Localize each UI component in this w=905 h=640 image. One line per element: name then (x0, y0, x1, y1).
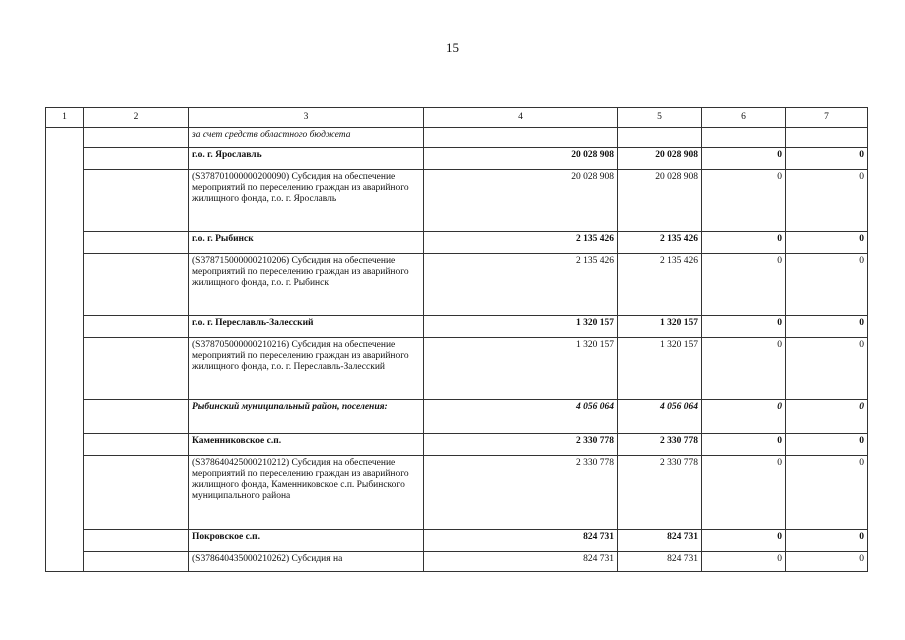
value-c5: 2 135 426 (618, 232, 702, 254)
value-c5: 2 330 778 (618, 434, 702, 456)
value-c7: 0 (786, 434, 868, 456)
column-number: 5 (618, 108, 702, 128)
table-row (46, 530, 868, 552)
code-cell (84, 316, 189, 338)
row-name: Покровское с.п. (189, 530, 424, 552)
value-c7: 0 (786, 254, 868, 316)
code-cell (84, 170, 189, 232)
value-c5: 20 028 908 (618, 170, 702, 232)
column-number: 6 (702, 108, 786, 128)
budget-table (45, 107, 868, 572)
value-c4: 1 320 157 (424, 316, 618, 338)
value-c6: 0 (702, 456, 786, 530)
code-cell (84, 456, 189, 530)
value-c7: 0 (786, 456, 868, 530)
value-c5: 2 330 778 (618, 456, 702, 530)
row-name: (S378640435000210262) Субсидия на (189, 552, 424, 572)
page-number: 15 (446, 40, 459, 55)
table-row (46, 456, 868, 530)
column-number: 4 (424, 108, 618, 128)
value-c7: 0 (786, 552, 868, 572)
column-number: 7 (786, 108, 868, 128)
value-c6: 0 (702, 400, 786, 434)
value-c4: 20 028 908 (424, 148, 618, 170)
value-c4: 824 731 (424, 552, 618, 572)
value-c4: 2 135 426 (424, 254, 618, 316)
value-c6: 0 (702, 232, 786, 254)
value-c7: 0 (786, 400, 868, 434)
table-row (46, 254, 868, 316)
value-c5: 1 320 157 (618, 316, 702, 338)
value-c6: 0 (702, 338, 786, 400)
row-name: (S378715000000210206) Субсидия на обеспечение мероприятий по переселению граждан из аварийного жилищного фонда, г.о. г. Рыбинск (189, 254, 424, 316)
value-c4 (424, 128, 618, 148)
row-number-cell (46, 128, 84, 572)
value-c5 (618, 128, 702, 148)
value-c4: 20 028 908 (424, 170, 618, 232)
table-row (46, 128, 868, 148)
value-c5: 20 028 908 (618, 148, 702, 170)
value-c6: 0 (702, 530, 786, 552)
code-cell (84, 254, 189, 316)
value-c6: 0 (702, 552, 786, 572)
row-name: Рыбинский муниципальный район, поселения: (189, 400, 424, 434)
value-c6: 0 (702, 434, 786, 456)
value-c6: 0 (702, 148, 786, 170)
row-name: г.о. г. Переславль-Залесский (189, 316, 424, 338)
value-c7: 0 (786, 170, 868, 232)
table-row (46, 170, 868, 232)
value-c5: 824 731 (618, 552, 702, 572)
value-c4: 1 320 157 (424, 338, 618, 400)
code-cell (84, 148, 189, 170)
value-c5: 824 731 (618, 530, 702, 552)
table-row (46, 316, 868, 338)
row-name: за счет средств областного бюджета (189, 128, 424, 148)
column-number: 1 (46, 108, 84, 128)
table-row (46, 434, 868, 456)
row-name: (S378705000000210216) Субсидия на обеспечение мероприятий по переселению граждан из аварийного жилищного фонда, г.о. г. Переславль-Залесский (189, 338, 424, 400)
value-c6: 0 (702, 170, 786, 232)
value-c7: 0 (786, 316, 868, 338)
table-row (46, 400, 868, 434)
row-name: Каменниковское с.п. (189, 434, 424, 456)
value-c7: 0 (786, 148, 868, 170)
value-c6: 0 (702, 254, 786, 316)
value-c4: 4 056 064 (424, 400, 618, 434)
value-c4: 2 330 778 (424, 434, 618, 456)
value-c4: 824 731 (424, 530, 618, 552)
value-c7: 0 (786, 232, 868, 254)
value-c7: 0 (786, 530, 868, 552)
row-name: г.о. г. Ярославль (189, 148, 424, 170)
code-cell (84, 338, 189, 400)
code-cell (84, 128, 189, 148)
code-cell (84, 434, 189, 456)
code-cell (84, 232, 189, 254)
row-name: (S378640425000210212) Субсидия на обеспечение мероприятий по переселению граждан из аварийного жилищного фонда, Каменниковское с.п. Рыбинского муниципального района (189, 456, 424, 530)
code-cell (84, 530, 189, 552)
value-c5: 2 135 426 (618, 254, 702, 316)
value-c7: 0 (786, 338, 868, 400)
code-cell (84, 400, 189, 434)
column-number: 3 (189, 108, 424, 128)
row-name: г.о. г. Рыбинск (189, 232, 424, 254)
value-c5: 1 320 157 (618, 338, 702, 400)
table-row (46, 552, 868, 572)
table-row (46, 338, 868, 400)
value-c4: 2 330 778 (424, 456, 618, 530)
column-number-row (46, 108, 868, 128)
table-row (46, 148, 868, 170)
table-row (46, 232, 868, 254)
value-c6: 0 (702, 316, 786, 338)
code-cell (84, 552, 189, 572)
value-c7 (786, 128, 868, 148)
value-c5: 4 056 064 (618, 400, 702, 434)
value-c6 (702, 128, 786, 148)
column-number: 2 (84, 108, 189, 128)
row-name: (S378701000000200090) Субсидия на обеспечение мероприятий по переселению граждан из аварийного жилищного фонда, г.о. г. Ярославль (189, 170, 424, 232)
value-c4: 2 135 426 (424, 232, 618, 254)
